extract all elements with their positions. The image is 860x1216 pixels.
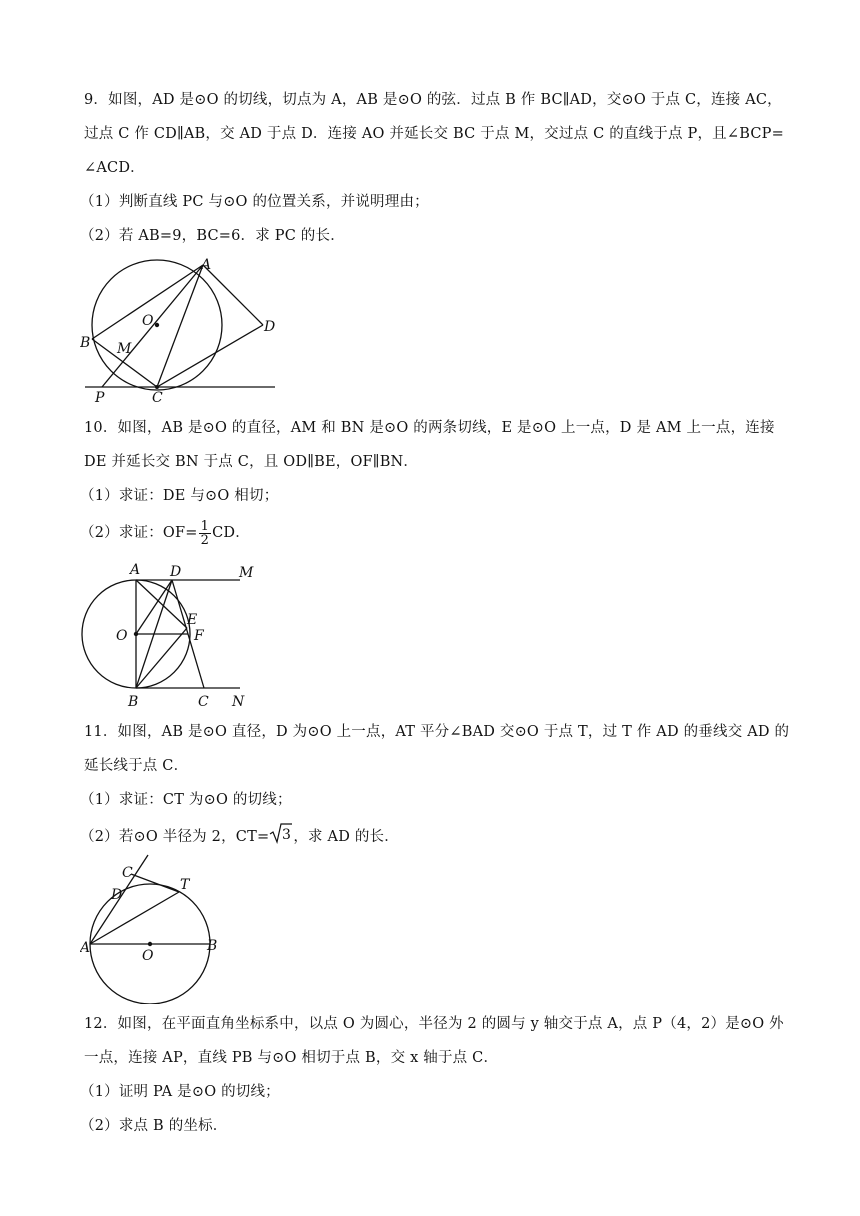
problem-9-line-1: 9．如图，AD 是⊙O 的切线，切点为 A，AB 是⊙O 的弦．过点 B 作 BC∥AD，交⊙O 于点 C，连接 AC，: [84, 92, 782, 108]
fig10-label-n: N: [232, 694, 245, 710]
fig9-label-p: P: [95, 390, 105, 405]
problem-10-figure: [80, 560, 270, 710]
problem-12-line-1: 12．如图，在平面直角坐标系中，以点 O 为圆心，半径为 2 的圆与 y 轴交于点 A，点 P（4，2）是⊙O 外: [84, 1016, 784, 1032]
fig10-label-f: F: [194, 628, 204, 644]
fig11-label-d: D: [111, 887, 123, 903]
fig10-label-o: O: [116, 628, 128, 644]
problem-12-line-2: 一点，连接 AP，直线 PB 与⊙O 相切于点 B，交 x 轴于点 C．: [84, 1050, 499, 1066]
problem-11-line-2: 延长线于点 C．: [84, 758, 189, 774]
fig9-label-m: M: [117, 341, 132, 357]
problem-11-part-1: （1）求证：CT 为⊙O 的切线；: [80, 792, 292, 808]
problem-9-part-2: （2）若 AB=9，BC=6．求 PC 的长．: [80, 228, 345, 244]
fig11-label-c: C: [122, 865, 133, 881]
fig9-label-o: O: [142, 313, 154, 329]
problem-12-part-1: （1）证明 PA 是⊙O 的切线；: [80, 1084, 280, 1100]
problem-9-line-3: ∠ACD．: [84, 160, 145, 176]
fig10-label-b: B: [128, 694, 139, 710]
problem-11-line-1: 11．如图，AB 是⊙O 直径，D 为⊙O 上一点，AT 平分∠BAD 交⊙O 于点 T，过 T 作 AD 的垂线交 AD 的: [84, 724, 790, 740]
fig9-label-b: B: [80, 335, 91, 351]
problem-10-part-1: （1）求证：DE 与⊙O 相切；: [80, 488, 279, 504]
fig10-label-a: A: [130, 562, 141, 578]
problem-9-figure: [80, 255, 280, 405]
fig11-label-t: T: [180, 877, 190, 893]
fig9-label-d: D: [264, 319, 276, 335]
problem-12-part-2: （2）求点 B 的坐标．: [80, 1118, 228, 1134]
fig10-label-e: E: [187, 612, 198, 628]
sqrt-symbol: [269, 822, 293, 852]
sqrt-radicand: 3: [282, 827, 292, 843]
problem-10-line-1: 10．如图，AB 是⊙O 的直径，AM 和 BN 是⊙O 的两条切线，E 是⊙O 上一点，D 是 AM 上一点，连接: [84, 420, 775, 436]
problem-10-line-2: DE 并延长交 BN 于点 C，且 OD∥BE，OF∥BN．: [84, 454, 419, 470]
fig10-label-m: M: [239, 565, 254, 581]
problem-9-part-1: （1）判断直线 PC 与⊙O 的位置关系，并说明理由；: [80, 194, 429, 210]
problem-11-part-2: （2）若⊙O 半径为 2，CT= 3 ，求 AD 的长．: [80, 822, 399, 852]
problem-10-part-2: （2）求证：OF= $\frac{1}{2}$ CD．: [80, 518, 250, 548]
fig10-label-c: C: [198, 694, 209, 710]
problem-11-figure: [80, 852, 230, 1004]
fig11-label-a: A: [80, 940, 91, 956]
fig10-label-d: D: [170, 564, 182, 580]
fig9-label-c: C: [152, 390, 163, 405]
fig11-label-o: O: [142, 948, 154, 964]
fraction-one-half: $\frac{1}{2}$: [200, 518, 210, 548]
fig9-label-a: A: [201, 257, 212, 273]
fig11-label-b: B: [207, 938, 218, 954]
problem-9-line-2: 过点 C 作 CD∥AB，交 AD 于点 D．连接 AO 并延长交 BC 于点 M，交过点 C 的直线于点 P，且∠BCP=: [84, 126, 784, 142]
